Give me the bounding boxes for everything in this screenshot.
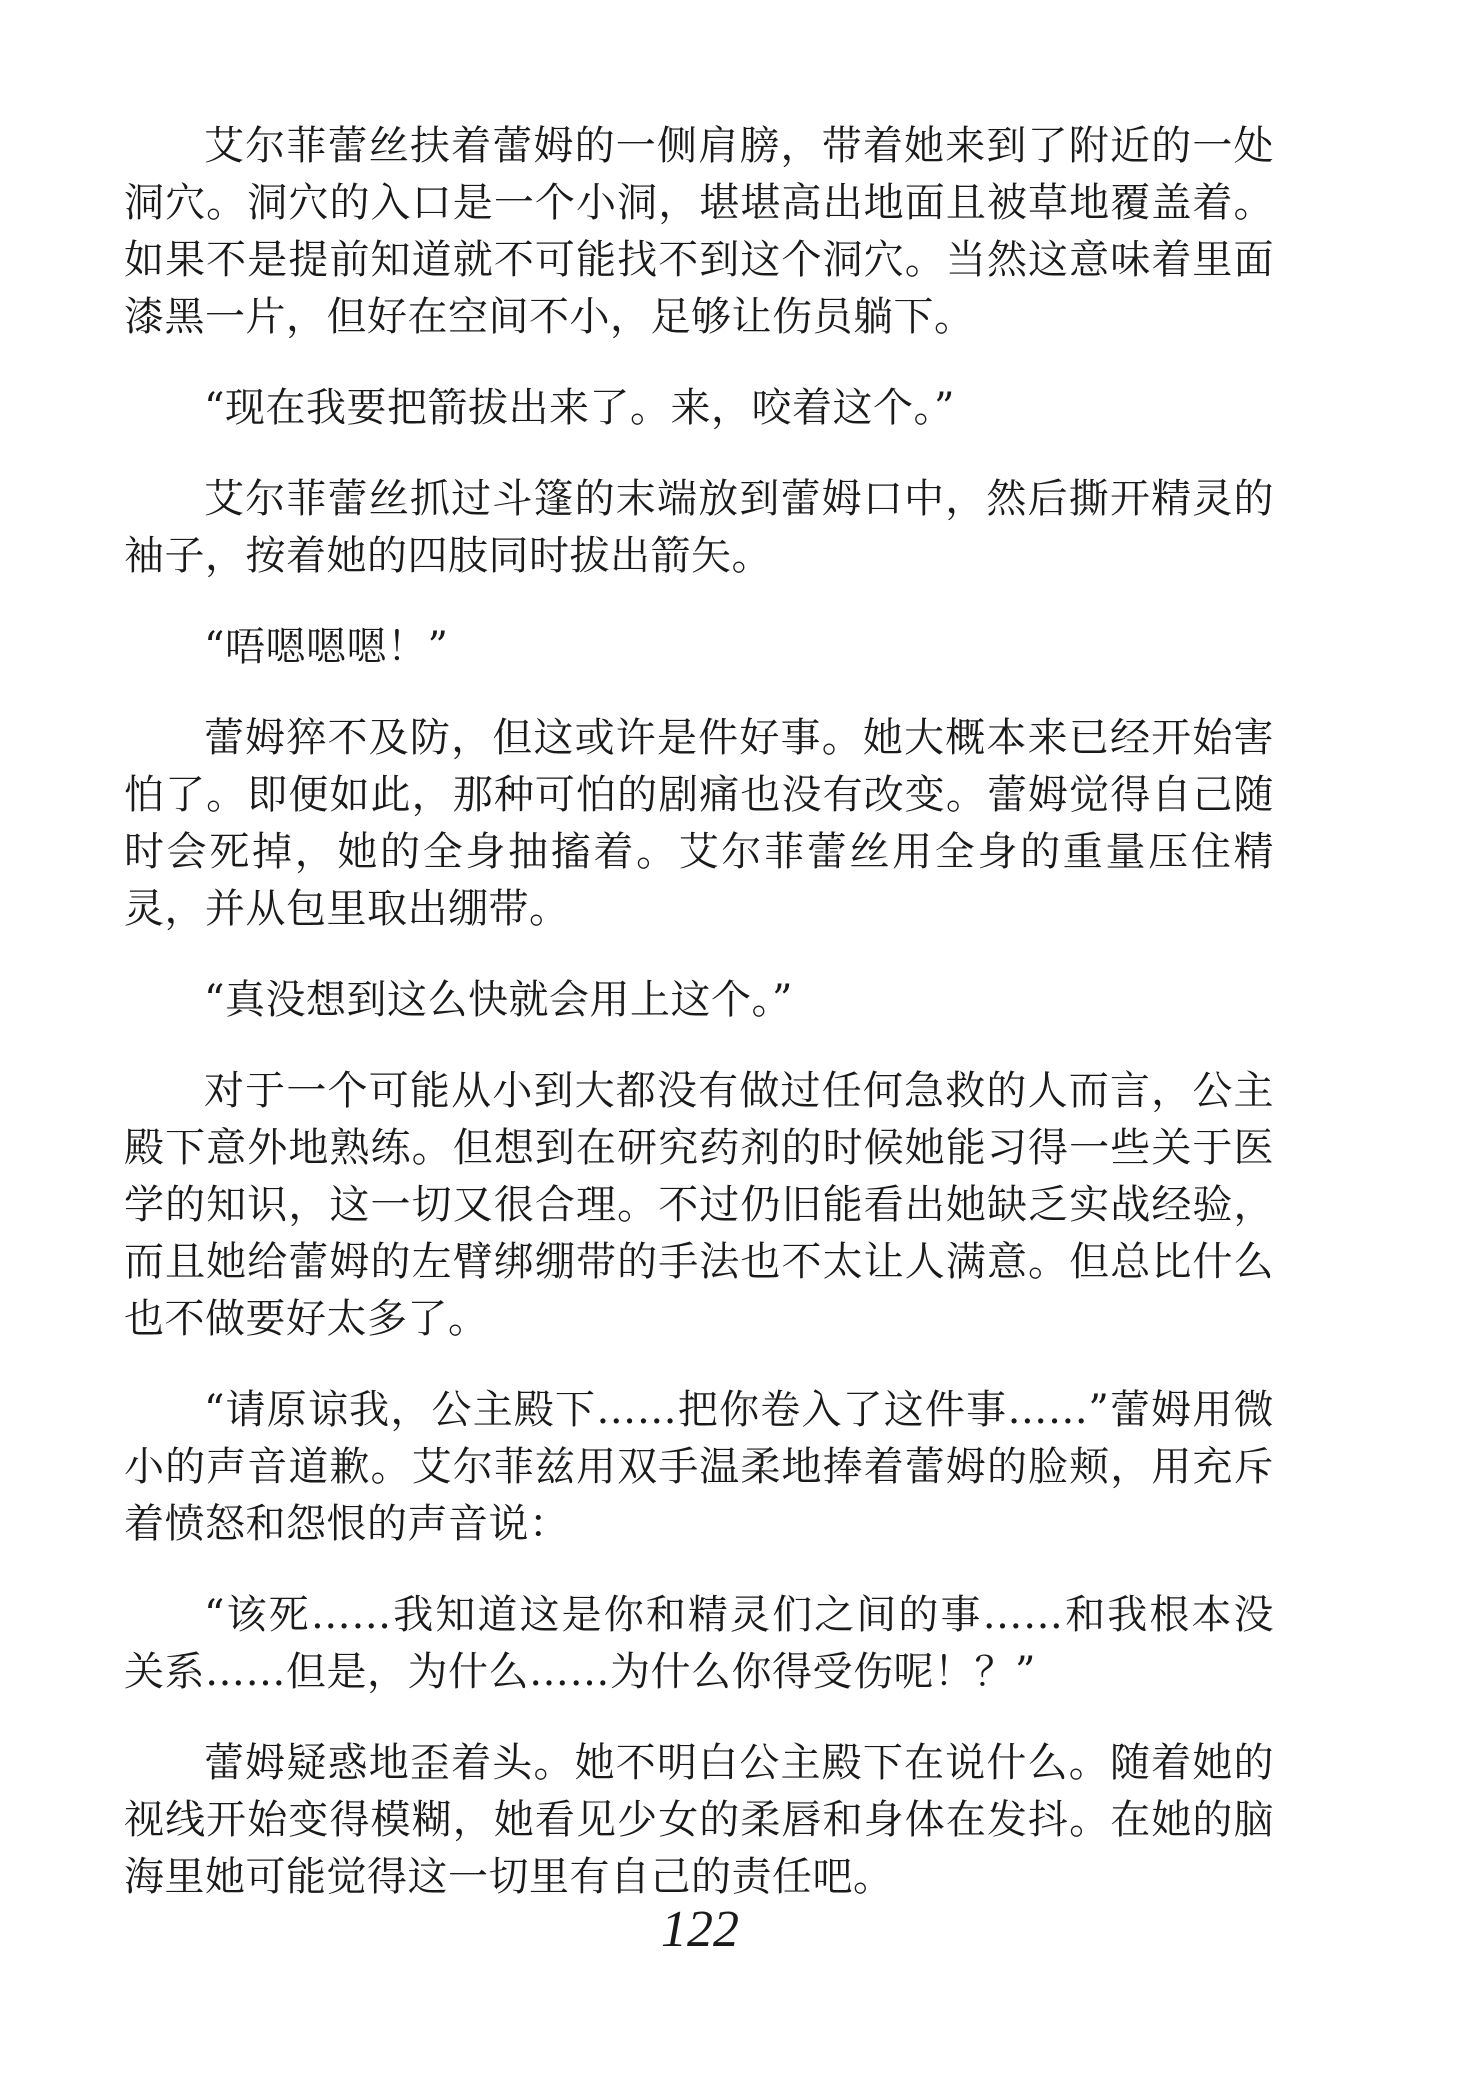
paragraph-dialogue: “唔嗯嗯嗯！”	[204, 624, 449, 670]
paragraph: 蕾姆猝不及防，但这或许是件好事。她大概本来已经开始害怕了。即便如此，那种可怕的剧痛也没有改变。蕾姆觉得自己随时会死掉，她的全身抽搐着。艾尔菲蕾丝用全身的重量压住精灵，并从包里取出绷带。	[124, 715, 1274, 932]
page-number: 122	[661, 1901, 739, 1958]
paragraph: 艾尔菲蕾丝扶着蕾姆的一侧肩膀，带着她来到了附近的一处洞穴。洞穴的入口是一个小洞，堪堪高出地面且被草地覆盖着。如果不是提前知道就不可能找不到这个洞穴。当然这意味着里面漆黑一片，但好在空间不小，足够让伤员躺下。	[124, 123, 1274, 340]
paragraph: 艾尔菲蕾丝抓过斗篷的末端放到蕾姆口中，然后撕开精灵的袖子，按着她的四肢同时拔出箭矢。	[124, 476, 1274, 579]
paragraph-dialogue: “该死……我知道这是你和精灵们之间的事……和我根本没关系……但是，为什么……为什么你得受伤呢！？”	[124, 1592, 1274, 1695]
paragraph-dialogue: “真没想到这么快就会用上这个。”	[204, 977, 793, 1023]
page-body	[124, 118, 1274, 1940]
paragraph: 对于一个可能从小到大都没有做过任何急救的人而言，公主殿下意外地熟练。但想到在研究药剂的时候她能习得一些关于医学的知识，这一切又很合理。不过仍旧能看出她缺乏实战经验，而且她给蕾姆的左臂绑绷带的手法也不太让人满意。但总比什么也不做要好太多了。	[124, 1068, 1274, 1342]
paragraph: 蕾姆疑惑地歪着头。她不明白公主殿下在说什么。随着她的视线开始变得模糊，她看见少女的柔唇和身体在发抖。在她的脑海里她可能觉得这一切里有自己的责任吧。	[124, 1740, 1274, 1900]
paragraph: “请原谅我，公主殿下……把你卷入了这件事……”蕾姆用微小的声音道歉。艾尔菲兹用双手温柔地捧着蕾姆的脸颊，用充斥着愤怒和怨恨的声音说：	[124, 1387, 1274, 1547]
paragraph-dialogue: “现在我要把箭拔出来了。来，咬着这个。”	[204, 385, 955, 431]
